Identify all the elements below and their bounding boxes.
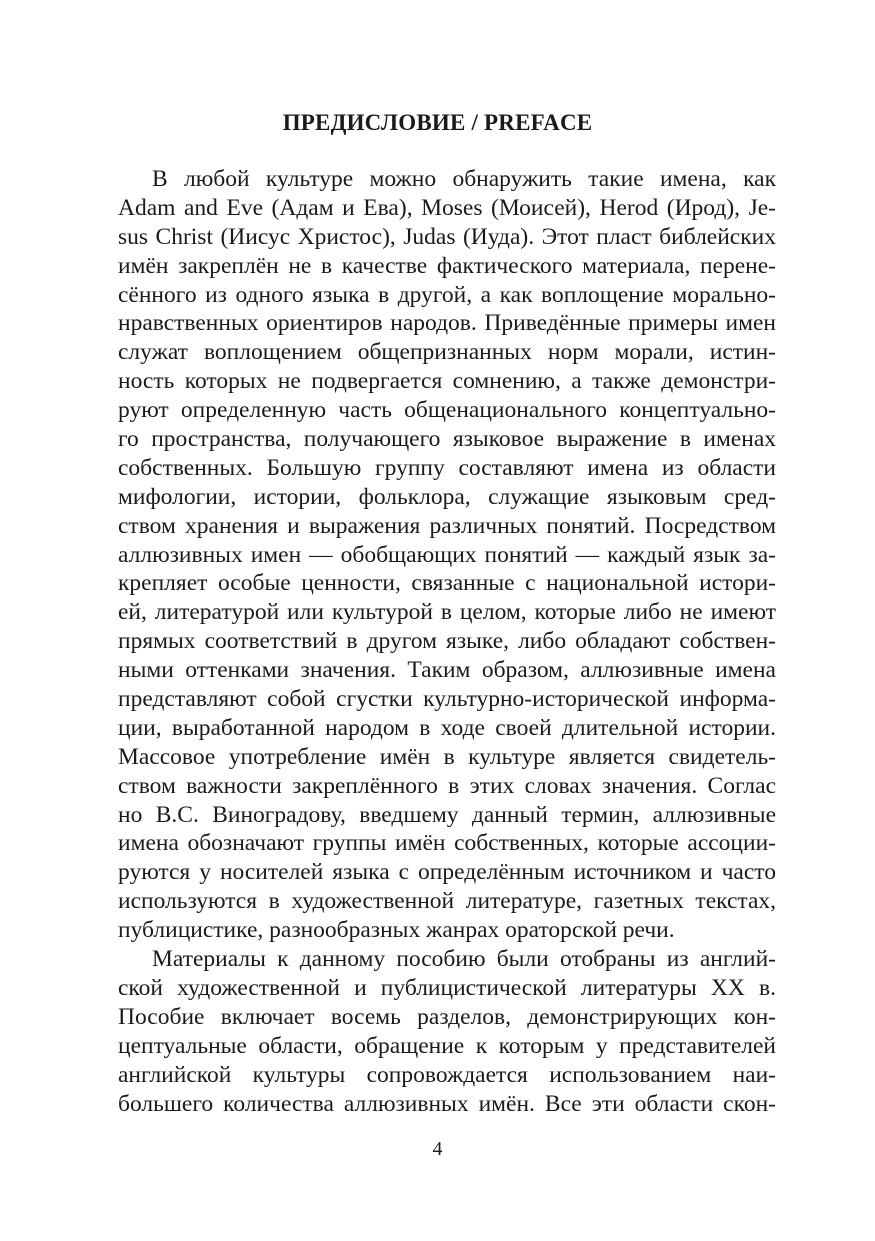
text-line: Adam and Eve (Адам и Ева), Moses (Моисей), Herod (Ирод), Je- [118, 194, 776, 221]
text-line: В любой культуре можно обнаружить такие имена, как [152, 166, 776, 192]
text-line: имён закреплён не в качестве фактического материала, перене- [118, 252, 776, 279]
text-line: Материалы к данному пособию были отобраны из англий- [152, 946, 776, 973]
text-line: ность которых не подвергается сомнению, а также демонстри- [118, 368, 776, 395]
page-number: 4 [432, 1138, 443, 1160]
text-line: ей, литературой или культурой в целом, которые либо не имеют [118, 599, 776, 626]
text-line: цептуальные области, обращение к которым у представителей [118, 1032, 776, 1059]
text-line: Массовое употребление имён в культуре является свидетель- [118, 743, 776, 770]
text-line: большего количества аллюзивных имён. Все эти области скон- [118, 1090, 776, 1117]
text-line: используются в художественной литературе, газетных текстах, [118, 888, 776, 915]
text-line: ством важности закреплённого в этих словах значения. Соглас [118, 772, 776, 799]
text-line: ными оттенками значения. Таким образом, аллюзивные имена [118, 657, 776, 684]
text-line: собственных. Большую группу составляют имена из области [118, 454, 776, 481]
text-line: сённого из одного языка в другой, а как воплощение морально- [118, 281, 776, 308]
text-line: служат воплощением общепризнанных норм морали, истин- [118, 339, 776, 366]
text-line: руются у носителей языка с определённым источником и часто [118, 859, 776, 886]
text-line: го пространства, получающего языковое выражение в именах [118, 426, 776, 453]
text-line: ской художественной и публицистической литературы XX в. [118, 974, 776, 1001]
text-line: публицистике, разнообразных жанрах ораторской речи. [118, 917, 675, 944]
paragraph-2 [118, 945, 776, 1118]
text-line: аллюзивных имен — обобщающих понятий — каждый язык за- [118, 541, 776, 568]
text-line: английской культуры сопровождается использованием наи- [118, 1061, 776, 1088]
text-line: ции, выработанной народом в ходе своей длительной истории. [118, 714, 776, 741]
body-text [118, 165, 776, 1118]
text-line: имена обозначают группы имён собственных, которые ассоции- [118, 830, 776, 857]
text-line: sus Christ (Иисус Христос), Judas (Иуда). Этот пласт библейских [118, 223, 776, 250]
text-line: прямых соответствий в другом языке, либо обладают собствен- [118, 628, 776, 655]
text-line: Пособие включает восемь разделов, демонстрирующих кон- [118, 1003, 776, 1030]
text-line: представляют собой сгустки культурно-исторической информа- [118, 686, 776, 713]
page-title: ПРЕДИСЛОВИЕ / PREFACE [282, 110, 593, 135]
text-line: руют определенную часть общенационального концептуально- [118, 397, 776, 424]
text-line: ством хранения и выражения различных понятий. Посредством [118, 512, 776, 539]
text-line: нравственных ориентиров народов. Приведённые примеры имен [118, 310, 776, 337]
text-line: крепляет особые ценности, связанные с национальной истори- [118, 570, 776, 597]
text-line: мифологии, истории, фольклора, служащие языковым сред- [118, 483, 776, 510]
text-line: но В.С. Виноградову, введшему данный термин, аллюзивные [118, 801, 776, 828]
paragraph-1 [118, 165, 776, 945]
